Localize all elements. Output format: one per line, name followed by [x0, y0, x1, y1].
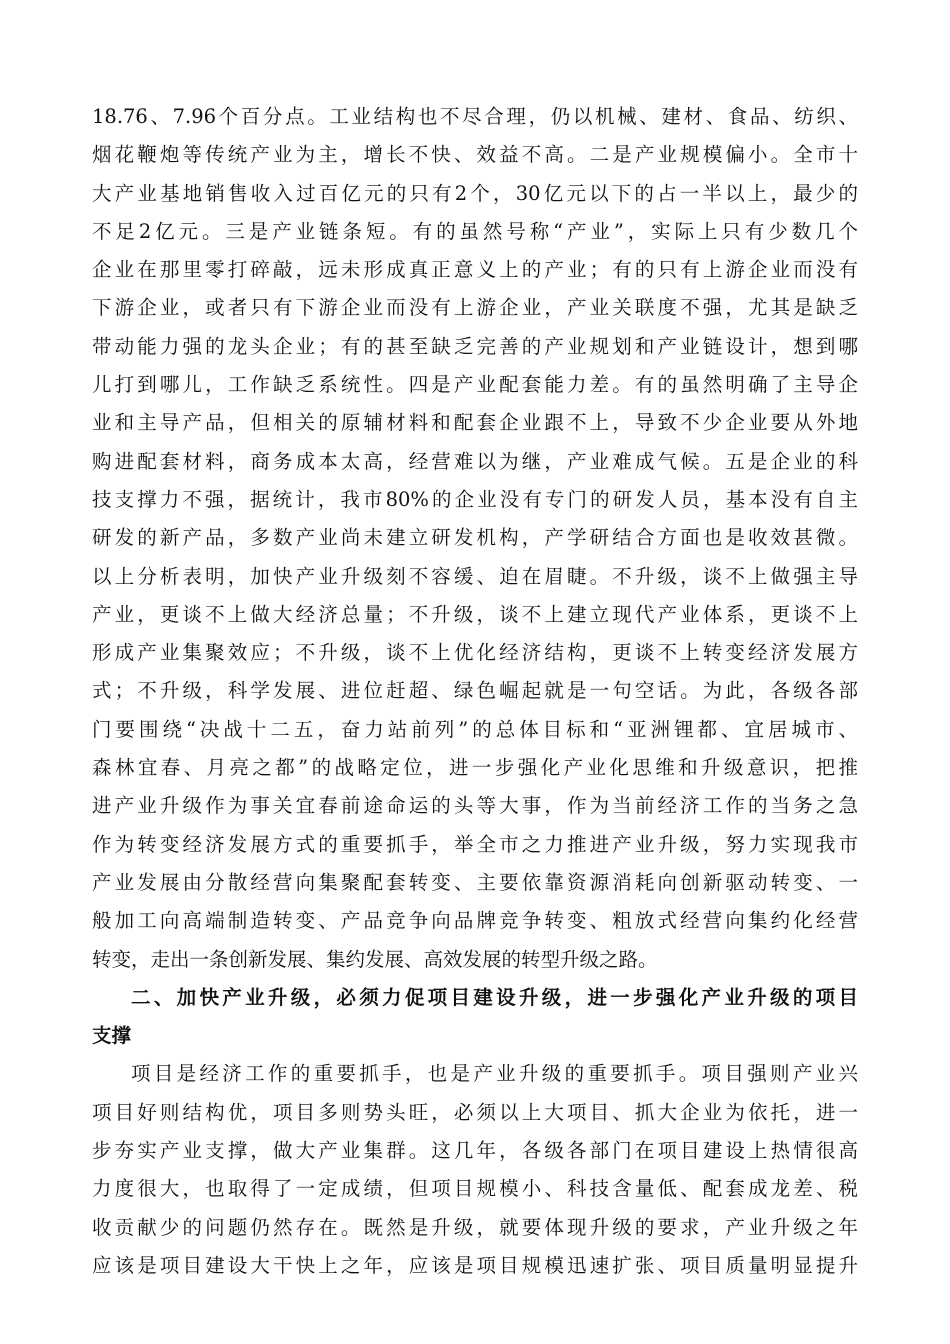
- text-line: 力度很大，也取得了一定成绩，但项目规模小、科技含量低、配套成龙差、税: [92, 1177, 858, 1201]
- text-line: 形成产业集聚效应；不升级，谈不上优化经济结构，更谈不上转变经济发展方: [92, 641, 858, 665]
- paragraph-industry-analysis: [92, 98, 858, 979]
- heading-line: 二、加快产业升级，必须力促项目建设升级，进一步强化产业升级的项目: [131, 985, 858, 1009]
- text-line: 森林宜春、月亮之都”的战略定位，进一步强化产业化思维和升级意识，把推: [92, 756, 858, 780]
- text-line: 式；不升级，科学发展、进位赶超、绿色崛起就是一句空话。为此，各级各部: [92, 679, 858, 703]
- text-line: 产业，更谈不上做大经济总量；不升级，谈不上建立现代产业体系，更谈不上: [92, 602, 858, 626]
- text-line: 步夯实产业支撑，做大产业集群。这几年，各级各部门在项目建设上热情很高: [92, 1139, 858, 1163]
- text-line: 门要围绕“决战十二五，奋力站前列”的总体目标和“亚洲锂都、宜居城市、: [92, 717, 858, 741]
- text-line: 收贡献少的问题仍然存在。既然是升级，就要体现升级的要求，产业升级之年: [92, 1215, 858, 1239]
- text-line: 带动能力强的龙头企业；有的甚至缺乏完善的产业规划和产业链设计，想到哪: [92, 334, 858, 358]
- heading-line: 支撑: [92, 1024, 132, 1048]
- text-line: 产业发展由分散经营向集聚配套转变、主要依靠资源消耗向创新驱动转变、一: [92, 870, 858, 894]
- text-line: 转变，走出一条创新发展、集约发展、高效发展的转型升级之路。: [92, 947, 658, 971]
- text-line: 18.76、7.96个百分点。工业结构也不尽合理，仍以机械、建材、食品、纺织、: [92, 105, 858, 128]
- text-line: 大产业基地销售收入过百亿元的只有2个，30亿元以下的占一半以上，最少的: [92, 181, 858, 205]
- section-heading: [92, 979, 858, 1056]
- text-line: 般加工向高端制造转变、产品竞争向品牌竞争转变、粗放式经营向集约化经营: [92, 909, 858, 933]
- text-line: 企业在那里零打碎敲，远未形成真正意义上的产业；有的只有上游企业而没有: [92, 258, 858, 282]
- document-page: [92, 98, 858, 1285]
- text-line: 业和主导产品，但相关的原辅材料和配套企业跟不上，导致不少企业要从外地: [92, 411, 858, 435]
- text-line: 研发的新产品，多数产业尚未建立研发机构，产学研结合方面也是收效甚微。: [92, 526, 858, 550]
- text-line: 进产业升级作为事关宜春前途命运的头等大事，作为当前经济工作的当务之急: [92, 794, 858, 818]
- text-line: 烟花鞭炮等传统产业为主，增长不快、效益不高。二是产业规模偏小。全市十: [92, 143, 858, 167]
- paragraph-project-support: [92, 1055, 858, 1285]
- text-line: 作为转变经济发展方式的重要抓手，举全市之力推进产业升级，努力实现我市: [92, 832, 858, 856]
- text-line: 应该是项目建设大干快上之年，应该是项目规模迅速扩张、项目质量明显提升: [92, 1253, 858, 1277]
- text-line: 以上分析表明，加快产业升级刻不容缓、迫在眉睫。不升级，谈不上做强主导: [92, 564, 858, 588]
- text-line: 购进配套材料，商务成本太高，经营难以为继，产业难成气候。五是企业的科: [92, 449, 858, 473]
- text-line: 不足2亿元。三是产业链条短。有的虽然号称“产业”，实际上只有少数几个: [92, 219, 858, 243]
- text-line: 项目是经济工作的重要抓手，也是产业升级的重要抓手。项目强则产业兴: [131, 1062, 858, 1086]
- text-line: 技支撑力不强，据统计，我市80%的企业没有专门的研发人员，基本没有自主: [92, 487, 858, 511]
- text-line: 下游企业，或者只有下游企业而没有上游企业，产业关联度不强，尤其是缺乏: [92, 296, 858, 320]
- text-line: 儿打到哪儿，工作缺乏系统性。四是产业配套能力差。有的虽然明确了主导企: [92, 373, 858, 397]
- text-line: 项目好则结构优，项目多则势头旺，必须以上大项目、抓大企业为依托，进一: [92, 1100, 858, 1124]
